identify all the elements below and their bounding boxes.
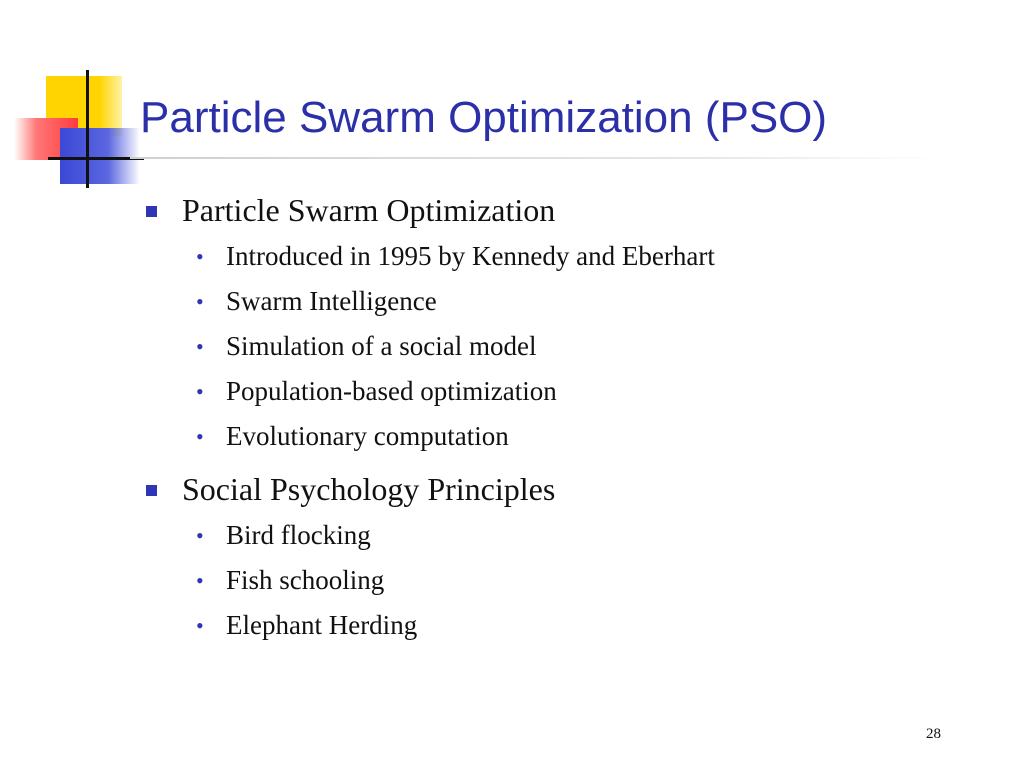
sub-bullet-text: Swarm Intelligence	[226, 286, 437, 316]
bullet-heading-text: Particle Swarm Optimization	[182, 192, 556, 228]
sub-bullet	[146, 279, 986, 324]
sub-bullet-text: Evolutionary computation	[226, 421, 509, 451]
blue-square-bullet-icon	[146, 485, 157, 496]
sub-bullet	[146, 558, 986, 603]
bullet-heading-text: Social Psychology Principles	[182, 471, 556, 507]
blue-block	[60, 128, 140, 184]
sub-bullet-text: Bird flocking	[226, 520, 371, 550]
sub-bullet	[146, 234, 986, 279]
dot-bullet-icon: •	[196, 568, 204, 593]
sub-bullet-text: Elephant Herding	[226, 610, 418, 640]
dot-bullet-icon: •	[196, 244, 204, 269]
sub-bullet-text: Introduced in 1995 by Kennedy and Eberhart	[226, 241, 715, 271]
sub-bullet	[146, 414, 986, 459]
title-underline	[130, 157, 942, 159]
sub-bullet	[146, 513, 986, 558]
dot-bullet-icon: •	[196, 379, 204, 404]
sub-bullet	[146, 603, 986, 648]
dot-bullet-icon: •	[196, 424, 204, 449]
dot-bullet-icon: •	[196, 334, 204, 359]
sub-bullet	[146, 369, 986, 414]
sub-bullet-list	[146, 513, 986, 648]
sub-bullet-text: Fish schooling	[226, 565, 385, 595]
slide-number: 28	[926, 726, 941, 742]
dot-bullet-icon: •	[196, 523, 204, 548]
dot-bullet-icon: •	[196, 289, 204, 314]
bullet-heading	[146, 186, 986, 234]
section-social-psychology	[146, 465, 986, 648]
sub-bullet-list	[146, 234, 986, 459]
blue-square-bullet-icon	[146, 206, 157, 217]
dot-bullet-icon: •	[196, 613, 204, 638]
logo-vertical-line	[86, 70, 89, 188]
sub-bullet-text: Simulation of a social model	[226, 331, 537, 361]
section-pso	[146, 186, 986, 459]
slide-title: Particle Swarm Optimization (PSO)	[140, 93, 828, 142]
sub-bullet-text: Population-based optimization	[226, 376, 557, 406]
bullet-heading	[146, 465, 986, 513]
sub-bullet	[146, 324, 986, 369]
slide-content	[146, 186, 986, 654]
